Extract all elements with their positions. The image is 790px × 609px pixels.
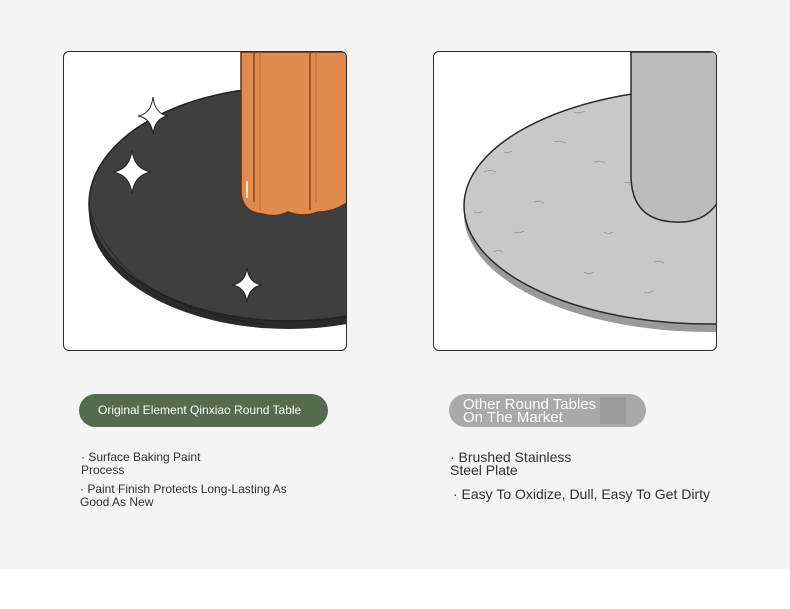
qinxiao-table-label-text: Original Element Qinxiao Round Table (98, 403, 302, 417)
feature-item: · Paint Finish Protects Long-Lasting As Good As New (80, 482, 287, 509)
feature-item: · Surface Baking Paint Process (81, 450, 201, 477)
qinxiao-feature-list (80, 451, 305, 509)
qinxiao-table-illustration (63, 51, 347, 351)
other-tables-label (449, 394, 646, 427)
qinxiao-table-label (79, 394, 328, 427)
other-tables-label-line1: Other Round Tables (463, 396, 597, 413)
stainless-tabletop-drawing (434, 52, 717, 351)
other-tables-label-line2: On The Market (463, 409, 563, 426)
painted-tabletop-drawing (64, 52, 347, 351)
other-table-illustration (433, 51, 717, 351)
feature-item: · Brushed Stainless Steel Plate (450, 449, 572, 478)
other-feature-list (450, 451, 710, 501)
feature-item: · Easy To Oxidize, Dull, Easy To Get Dirty (453, 486, 711, 502)
